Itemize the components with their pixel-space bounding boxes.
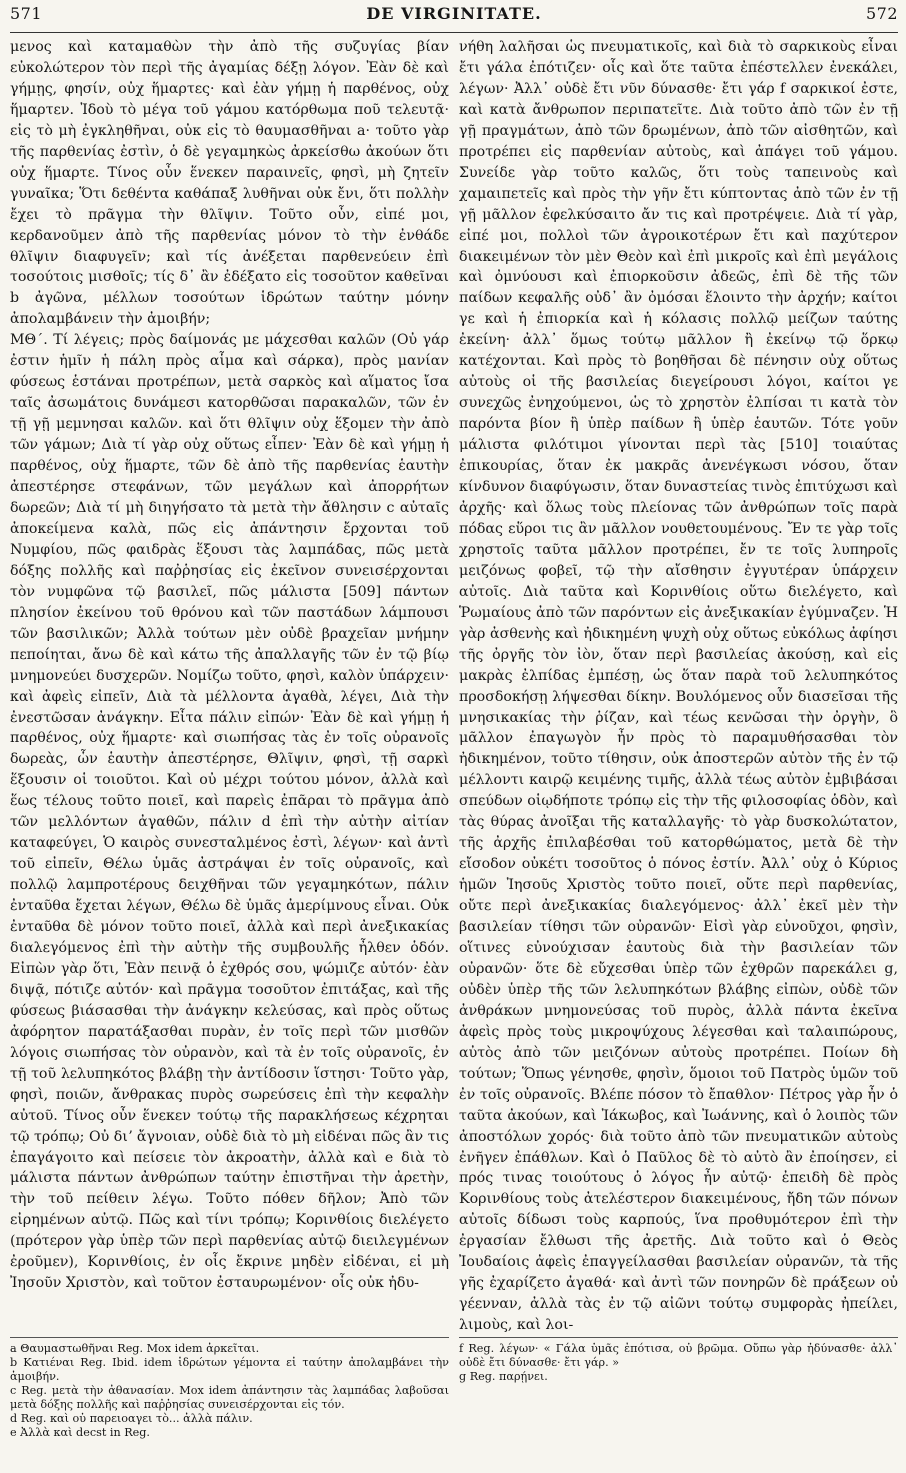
left-paragraph: ΜΘ΄. Τί λέγεις; πρὸς δαίμονάς με μάχεσθαι καλῶν (Οὐ γάρ ἐστιν ἡμῖν ἡ πάλη πρὸς αἷμα καὶ σάρκα), πρὸς μανίαν φύσεως ἑστάναι προτρέπων, μετὰ σαρκὸς καὶ αἵματος ἴσα ταῖς ἀσωμάτοις δυνάμεσι κατορθῶσαι παρακαλῶν, τῶν ἐν τῇ γῇ μεμνησαι καλῶν. καὶ ὅτι θλῖψιν οὐχ ἕξομεν τὴν ἀπὸ τῶν γάμων; Διὰ τί γὰρ οὐχ οὕτως εἶπεν· Ἐὰν δὲ καὶ γήμῃ ἡ παρθένος, οὐχ ἥμαρτε, τῶν δὲ ἀπὸ τῆς παρθενίας ἑαυτὴν ἀπεστέρησε στεφάνων, τῶν μεγάλων καὶ ἀπορρήτων δωρεῶν; Διὰ τί μὴ διηγήσατο τὰ μετὰ τὴν ἄθλησιν c αὐταῖς ἀποκείμενα καλὰ, πῶς εἰς ἀπάντησιν ἔρχονται τοῦ Νυμφίου, πῶς φαιδρὰς ἕξουσι τὰς λαμπάδας, πῶς μετὰ δόξης πολλῆς καὶ παῤῥησίας εἰς ἐκεῖνον συνεισέρχονται τὸν νυμφῶνα τῷ βασιλεῖ, πῶς μάλιστα [509] πάντων πλησίον ἐκείνου τοῦ θρόνου καὶ τῶν παστάδων λάμπουσι τῶν βασιλικῶν; Ἀλλὰ τούτων μὲν οὐδὲ βραχεῖαν μνήμην πεποίηται, ἄνω δὲ καὶ κάτω τῆς ἀπαλλαγῆς τῶν ἐν τῷ βίῳ μνημονεύει δυσχερῶν. Νομίζω τοῦτο, φησὶ, καλὸν ὑπάρχειν· καὶ ἀφεὶς εἰπεῖν, Διὰ τὰ μέλλοντα ἀγαθὰ, λέγει, Διὰ τὴν ἐνεστῶσαν ἀνάγκην. Εἶτα πάλιν εἰπών· Ἐὰν δὲ καὶ γήμῃ ἡ παρθένος, οὐχ ἥμαρτε· καὶ σιωπήσας τὰς ἐν τοῖς οὐρανοῖς δωρεὰς, ὧν ἑαυτὴν ἀπεστέρησε, Θλῖψιν, φησὶ, τῇ σαρκὶ ἕξουσιν οἱ τοιοῦτοι. Καὶ οὐ μέχρι τούτου μόνον, ἀλλὰ καὶ ἕως τέλους τοῦτο ποιεῖ, καὶ παρεὶς ἐπᾶραι τὸ πρᾶγμα ἀπὸ τῶν μελλόντων ἀγαθῶν, πάλιν d ἐπὶ τὴν αὐτὴν αἰτίαν καταφεύγει, Ὁ καιρὸς συνεσταλμένος ἐστὶ, λέγων· καὶ ἀντὶ τοῦ εἰπεῖν, Θέλω ὑμᾶς ἀστράψαι ἐν τοῖς οὐρανοῖς, καὶ πολλῷ λαμπροτέρους δειχθῆναι τῶν γεγαμηκότων, πάλιν ἐνταῦθα ἔχεται λέγων, Θέλω δὲ ὑμᾶς ἀμερίμνους εἶναι. Οὐκ ἐνταῦθα δὲ μόνον τοῦτο ποιεῖ, ἀλλὰ καὶ περὶ ἀνεξικακίας διαλεγόμενος ἐπὶ τὴν αὐτὴν τῆς συμβουλῆς ἦλθεν ὁδόν. Εἰπὼν γὰρ ὅτι, Ἐὰν πεινᾷ ὁ ἐχθρός σου, ψώμιζε αὐτόν· ἐὰν διψᾷ, πότιζε αὐτόν· καὶ πρᾶγμα τοσοῦτον ἐπιτάξας, καὶ τῆς φύσεως βιάσασθαι τὴν ἀνάγκην κελεύσας, καὶ πρὸς οὕτως ἀφόρητον παρατάξασθαι πυρὰν, ἐν τοῖς περὶ τῶν μισθῶν λόγοις σιωπήσας τὸν οὐρανὸν, καὶ τὰ ἐν τοῖς οὐρανοῖς, ἐν τῇ τοῦ λελυπηκότος βλάβῃ τὴν ἀντίδοσιν ἵστησι· Τοῦτο γὰρ, φησὶ, ποιῶν, ἄνθρακας πυρὸς σωρεύσεις ἐπὶ τὴν κεφαλὴν αὐτοῦ. Τίνος οὖν ἕνεκεν τούτῳ τῆς παρακλήσεως κέχρηται τῷ τρόπῳ; Οὐ διʼ ἄγνοιαν, οὐδὲ διὰ τὸ μὴ εἰδέναι πῶς ἂν τις ἐπαγάγοιτο καὶ πείσειε τὸν ἀκροατὴν, ἀλλὰ καὶ e διὰ τὸ μάλιστα πάντων ἀνθρώπων ταύτην ἐπιστῆναι τὴν ἀρετὴν, τὴν τοῦ πείθειν λέγω. Τοῦτο πόθεν δῆλον; Ἀπὸ τῶν εἰρημένων αὐτῷ. Πῶς καὶ τίνι τρόπῳ; Κορινθίοις διελέγετο (πρότερον γὰρ ὑπὲρ τῶν περὶ παρθενίας αὐτῷ διειλεγμένων ἐροῦμεν), Κορινθίοις, ἐν οἷς ἔκρινε μηδὲν εἰδέναι, εἰ μὴ Ἰησοῦν Χριστὸν, καὶ τοῦτον ἐσταυρωμένον· οἷς οὐκ ἠδυ- [10, 332, 449, 1292]
footnote: g Reg. παρῄνει. [459, 1370, 548, 1383]
left-footnotes [10, 1337, 449, 1440]
right-paragraph: νήθη λαλῆσαι ὡς πνευματικοῖς, καὶ διὰ τὸ σαρκικοὺς εἶναι ἔτι γάλα ἐπότιζεν· οἷς καὶ ὅτε ταῦτα ἐπέστελλεν ἐνεκάλει, λέγων· Ἀλλ᾽ οὐδὲ ἔτι νῦν δύνασθε· ἔτι γάρ f σαρκικοί ἐστε, καὶ κατὰ ἄνθρωπον περιπατεῖτε. Διὰ τοῦτο ἀπὸ τῶν ἐν τῇ γῇ πραγμάτων, ἀπὸ τῶν δρωμένων, ἀπὸ τῶν αἰσθητῶν, καὶ προτρέπει εἰς παρθενίαν αὐτοὺς, καὶ ἀπάγει τοῦ γάμου. Συνείδε γὰρ τοῦτο καλῶς, ὅτι τοὺς ταπεινοὺς καὶ χαμαιπετεῖς καὶ πρὸς τὴν γῆν ἔτι κύπτοντας ἀπὸ τῶν ἐν τῇ γῇ μᾶλλον ἐφελκύσαιτο ἄν τις καὶ προτρέψειε. Διὰ τί γὰρ, εἰπέ μοι, πολλοὶ τῶν ἀγροικοτέρων ἔτι καὶ παχύτερον διακειμένων τὸν μὲν Θεὸν καὶ ἐπὶ μικροῖς καὶ ἐπὶ μεγάλοις καὶ ὀμνύουσι καὶ ἐπιορκοῦσιν ἀδεῶς, ἐπὶ δὲ τῆς τῶν παίδων κεφαλῆς οὐδ᾽ ἂν ὀμόσαι ἕλοιντο τὴν ἀρχήν; καίτοι γε καὶ ἡ ἐπιορκία καὶ ἡ κόλασις πολλῷ μείζων ταύτης ἐκείνη· ἀλλ᾽ ὅμως τούτῳ μᾶλλον ἢ ἐκείνῳ τῷ ὅρκῳ κατέχονται. Καὶ πρὸς τὸ βοηθῆσαι δὲ πένησιν οὐχ οὕτως αὐτοὺς οἱ τῆς βασιλείας διεγείρουσι λόγοι, καίτοι γε συνεχῶς ἐνηχούμενοι, ὡς τὸ χρηστὸν ἐλπίσαι τι κατὰ τὸν παρόντα βίον ἢ ὑπὲρ παίδων ἢ ὑπὲρ ἑαυτῶν. Τότε γοῦν μάλιστα φιλότιμοι γίνονται περὶ τὰς [510] τοιαύτας ἐπικουρίας, ὅταν ἐκ μακρᾶς ἀνενέγκωσι νόσου, ὅταν κίνδυνον διαφύγωσιν, ὅταν δυναστείας τινὸς ἐπιτύχωσι καὶ ἀρχῆς· καὶ ὅλως τοὺς πλείονας τῶν ἀνθρώπων τοῖς παρὰ πόδας εὕροι τις ἂν μᾶλλον νουθετουμένους. Ἔν τε γὰρ τοῖς χρηστοῖς ταῦτα μᾶλλον προτρέπει, ἔν τε τοῖς λυπηροῖς μειζόνως φοβεῖ, τῷ τὴν αἴσθησιν ἐγγυτέραν ὑπάρχειν αὐτοῖς. Διὰ ταῦτα καὶ Κορινθίοις οὕτω διελέγετο, καὶ Ῥωμαίους ἀπὸ τῶν παρόντων εἰς ἀνεξικακίαν ἐγύμναζεν. Ἡ γὰρ ἀσθενὴς καὶ ἠδικημένη ψυχὴ οὐχ οὕτως εὐκόλως ἀφίησι τῆς ὀργῆς τὸν ἰὸν, ὅταν περὶ βασιλείας ἀκούσῃ, καὶ εἰς μακρὰς ἐλπίδας ἐμπέσῃ, ὡς ὅταν παρὰ τοῦ λελυπηκότος προσδοκήσῃ λήψεσθαι δίκην. Βουλόμενος οὖν διασεῖσαι τῆς μνησικακίας τὴν ῥίζαν, καὶ τέως κενῶσαι τὴν ὀργὴν, ὃ μᾶλλον ἐπαγωγὸν ἦν πρὸς τὸ παραμυθήσασθαι τὸν ἠδικημένον, τοῦτο τίθησιν, οὐκ ἀποστερῶν αὐτὸν τῆς ἐν τῷ μέλλοντι καιρῷ κειμένης τιμῆς, ἀλλὰ τέως αὐτὸν ἐμβιβάσαι σπεύδων οἱῳδήποτε τρόπῳ εἰς τὴν τῆς φιλοσοφίας ὁδὸν, καὶ τὰς θύρας ἀνοῖξαι τῆς καταλλαγῆς· τὸ γὰρ δυσκολώτατον, τῆς ἀρχῆς ἐπιλαβέσθαι τοῦ κατορθώματος, μετὰ δὲ τὴν εἴσοδον οὐκέτι τοσοῦτος ὁ πόνος ἐστίν. Ἀλλ᾽ οὐχ ὁ Κύριος ἡμῶν Ἰησοῦς Χριστὸς τοῦτο ποιεῖ, οὔτε περὶ παρθενίας, οὔτε περὶ ἀνεξικακίας διαλεγόμενος· ἀλλ᾽ ἐκεῖ μὲν τὴν βασιλείαν τίθησι τῶν οὐρανῶν· Εἰσὶ γὰρ εὐνοῦχοι, φησὶν, οἵτινες εὐνούχισαν ἑαυτοὺς διὰ τὴν βασιλείαν τῶν οὐρανῶν· ὅτε δὲ εὔχεσθαι ὑπὲρ τῶν ἐχθρῶν παρεκάλει g, οὐδὲν ὑπὲρ τῆς τῶν λελυπηκότων βλάβης εἰπὼν, οὐδὲ τῶν ἀνθράκων μνημονεύσας τοῦ πυρὸς, ἀλλὰ πάντα ἐκεῖνα ἀφεὶς πρὸς τοὺς μικροψύχους λέγεσθαι καὶ ταλαιπώρους, αὐτὸς ἀπὸ τῶν μειζόνων αὐτοὺς προτρέπει. Ποίων δὴ τούτων; Ὅπως γένησθε, φησὶν, ὅμοιοι τοῦ Πατρὸς ὑμῶν τοῦ ἐν τοῖς οὐρανοῖς. Βλέπε πόσον τὸ ἔπαθλον· Πέτρος γὰρ ἦν ὁ ταῦτα ἀκούων, καὶ Ἰάκωβος, καὶ Ἰωάννης, καὶ ὁ λοιπὸς τῶν ἀποστόλων χορός· διὰ τοῦτο ἀπὸ τῶν πνευματικῶν αὐτοὺς ἐνῆγεν ἐπάθλων. Καὶ ὁ Παῦλος δὲ τὸ αὐτὸ ἂν ἐποίησεν, εἰ πρός τινας τοιούτους ὁ λόγος ἦν αὐτῷ· ἐπειδὴ δὲ πρὸς Κορινθίους τοὺς ἀτελέστερον διακειμένους, ἤδη τῶν πόνων αὐτοῖς δίδωσι τοὺς καρπούς, ἵνα προθυμότερον ἐπὶ τὴν ἐργασίαν ἔλθωσι τῆς ἀρετῆς. Διὰ τοῦτο καὶ ὁ Θεὸς Ἰουδαίοις ἀφεὶς ἐπαγγείλασθαι βασιλείαν οὐρανῶν, τὰ τῆς γῆς ἐχαρίζετο ἀγαθά· καὶ ἀντὶ τῶν πονηρῶν δὲ πράξεων οὐ γέενναν, ἀλλὰ τὰς ἐν τῷ αἰῶνι τούτῳ συμφορὰς ἠπείλει, λιμοὺς, καὶ λοι- [459, 39, 898, 1333]
footnote: b Κατιέναι Reg. Ibid. idem ἱδρώτων γέμοντα εἰ ταύτην ἀπολαμβάνει τὴν ἀμοιβήν. [10, 1356, 449, 1383]
left-paragraph: μενος καὶ καταμαθὼν τὴν ἀπὸ τῆς συζυγίας βίαν εὐκολώτερον τὸν περὶ τῆς ἀγαμίας δέξῃ λόγον. Ἐὰν δὲ καὶ γήμῃς, φησίν, οὐχ ἥμαρτες· καὶ ἐὰν γήμῃ ἡ παρθένος, οὐχ ἥμαρτεν. Ἰδοὺ τὸ μέγα τοῦ γάμου κατόρθωμα ποῦ τελευτᾷ· εἰς τὸ μὴ ἐγκληθῆναι, οὐκ εἰς τὸ θαυμασθῆναι a· τοῦτο γὰρ τῆς παρθενίας ἐστὶν, ὁ δὲ γεγαμηκὼς ἀρκείσθω ἀκούων ὅτι οὐχ ἥμαρτε. Τίνος οὖν ἕνεκεν παραινεῖς, φησὶ, μὴ ζητεῖν γυναῖκα; Ὅτι δεθέντα καθάπαξ λυθῆναι οὐκ ἔνι, ὅτι πολλὴν ἔχει τὸ πρᾶγμα τὴν θλῖψιν. Τοῦτο οὖν, εἰπέ μοι, κερδανοῦμεν ἀπὸ τῆς παρθενίας μόνον τὸ τὴν ἐνθάδε θλῖψιν διαφυγεῖν; καὶ τίς ἀνέξεται παρθενεύειν ἐπὶ τοσούτοις μισθοῖς; τίς δ᾽ ἂν ἐδέξατο εἰς τοσοῦτον καθεῖναι b ἀγῶνα, μέλλων τοσούτων ἱδρώτων ταύτην μόνην ἀπολαμβάνειν τὴν ἀμοιβήν; [10, 39, 449, 328]
footnote: f Reg. λέγων· « Γάλα ὑμᾶς ἐπότισα, οὐ βρῶμα. Οὔπω γὰρ ἠδύνασθε· ἀλλ᾽ οὐδὲ ἔτι δύνασθε· ἔτι γάρ. » [459, 1342, 898, 1369]
left-column [10, 37, 449, 1440]
right-column-text [459, 37, 898, 1333]
footnote: a Θαυμαστωθῆναι Reg. Mox idem ἀρκεῖται. [10, 1342, 260, 1355]
footnote: d Reg. καὶ οὐ παρειοαγει τὸ... ἀλλὰ πάλιν. [10, 1412, 253, 1425]
right-column [459, 37, 898, 1440]
two-column-body [10, 37, 898, 1440]
right-footnotes [459, 1337, 898, 1384]
footnote: c Reg. μετὰ τὴν ἀθανασίαν. Mox idem ἀπάντησιν τὰς λαμπάδας λαβοῦσαι μετὰ δόξης πολλῆς καὶ παῤῥησίας συνεισέρχονται εἰς τόν. [10, 1384, 449, 1411]
running-header [10, 0, 898, 33]
left-column-text [10, 37, 449, 1333]
left-page-number: 571 [10, 4, 43, 23]
right-page-number: 572 [865, 4, 898, 23]
running-title: DE VIRGINITATE. [366, 4, 542, 23]
footnote: e Ἀλλὰ καὶ decst in Reg. [10, 1426, 150, 1439]
